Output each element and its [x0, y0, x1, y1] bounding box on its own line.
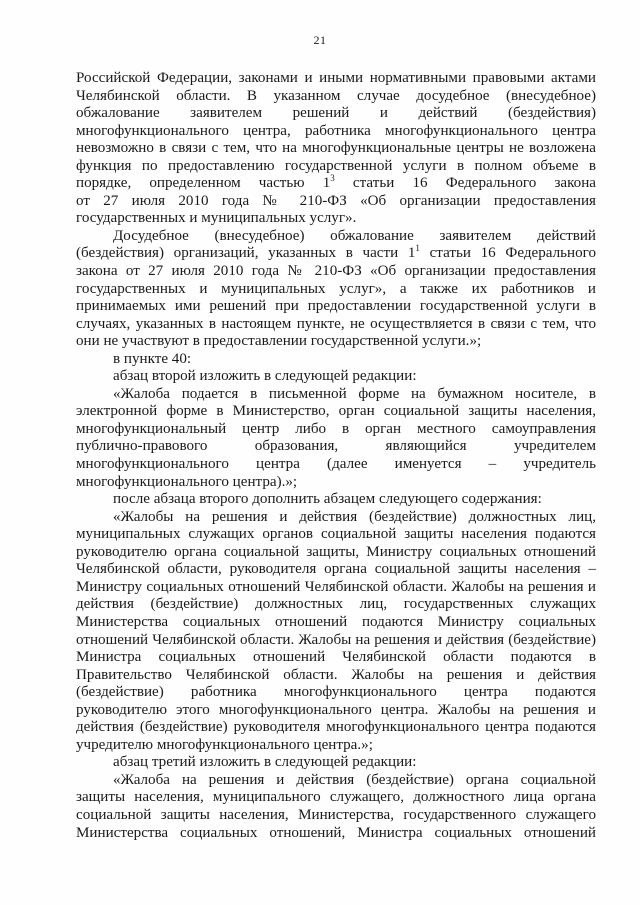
line-text: Российской Федерации, законами и иными нормативными правовыми актами — [76, 70, 596, 86]
superscript: 1 — [415, 243, 420, 254]
text-line — [76, 772, 596, 790]
line-text: функция по предоставлению государственной услуги в полном объеме в — [76, 157, 596, 174]
text-line — [76, 667, 596, 685]
text-line — [76, 386, 596, 404]
line-text: Досудебное (внесудебное) обжалование заявителем действий — [113, 227, 596, 244]
text-line — [76, 175, 596, 193]
line-text: публично-правового образования, являющийся учредителем — [76, 438, 596, 455]
text-line — [76, 316, 596, 334]
text-line — [76, 158, 596, 176]
text-line — [76, 737, 596, 755]
text-line — [76, 561, 596, 579]
text-line — [76, 70, 596, 88]
line-text: от 27 июля 2010 года № 210-ФЗ «Об организации предоставления — [76, 192, 596, 209]
text-line — [76, 123, 596, 141]
line-text: государственных и муниципальных услуг», а также их работников и — [76, 280, 596, 297]
superscript: 3 — [330, 173, 335, 184]
line-text: Министра социальных отношений Челябинской области подаются в — [76, 649, 596, 666]
line-text: руководителю этого многофункционального центра. Жалобы на решения и — [76, 701, 596, 718]
text-line — [76, 526, 596, 544]
line-text-continued: статьи 16 Федерального — [419, 245, 596, 262]
text-line — [76, 228, 596, 246]
text-line — [76, 351, 596, 369]
text-line — [76, 719, 596, 737]
line-text: закона от 27 июля 2010 года № 210-ФЗ «Об организации предоставления — [76, 263, 596, 280]
text-line — [76, 579, 596, 597]
text-line — [76, 825, 596, 843]
line-text: учредителю многофункционального центра.»; — [76, 736, 373, 753]
text-line — [76, 140, 596, 158]
text-line — [76, 754, 596, 772]
line-text: Министру социальных отношений Челябинской области. Жалобы на решения и — [76, 578, 596, 595]
line-text: государственных и муниципальных услуг». — [76, 210, 357, 227]
page-number: 21 — [313, 33, 327, 47]
line-text: невозможно в связи с тем, что на многофункциональные центры не возложена — [76, 140, 596, 157]
line-text: руководителю органа социальной защиты, Министру социальных отношений — [76, 543, 596, 560]
text-line — [76, 807, 596, 825]
line-text: принимаемых ими решений при предоставлении государственной услуги в — [76, 298, 596, 315]
text-line — [76, 614, 596, 632]
line-text: после абзаца второго дополнить абзацем следующего содержания: — [113, 491, 542, 508]
text-line — [76, 403, 596, 421]
text-line — [76, 88, 596, 106]
line-text: они не участвуют в предоставлении государственной услуги.»; — [76, 333, 482, 350]
text-line — [76, 702, 596, 720]
text-line — [76, 105, 596, 123]
text-line — [76, 298, 596, 316]
line-text: действия (бездействие) должностных лиц, государственных служащих — [76, 596, 596, 613]
line-text: социальной защиты населения, Министерства, государственного служащего — [76, 806, 596, 823]
line-text: «Жалоба подается в письменной форме на бумажном носителе, в — [113, 385, 596, 402]
line-text: Правительство Челябинской области. Жалобы на решения и действия — [76, 666, 596, 683]
line-text: Челябинской области, руководителя органа социальной защиты населения – — [76, 561, 596, 578]
line-text: многофункциональный центр либо в орган местного самоуправления — [76, 420, 596, 437]
text-line — [76, 263, 596, 281]
line-text: случаях, указанных в настоящем пункте, не осуществляется в связи с тем, что — [76, 315, 596, 332]
line-text: защиты населения, муниципального служащего, должностного лица органа — [76, 789, 596, 806]
line-text: электронной форме в Министерство, орган социальной защиты населения, — [76, 403, 596, 420]
text-line — [76, 509, 596, 527]
text-line — [76, 596, 596, 614]
line-text: многофункционального центра (далее именуется – учредитель — [76, 456, 596, 473]
text-line — [76, 210, 596, 228]
line-text: многофункционального центра).»; — [76, 473, 298, 490]
document-body — [76, 70, 596, 842]
line-text: абзац второй изложить в следующей редакции: — [113, 368, 417, 385]
text-line — [76, 193, 596, 211]
text-line — [76, 491, 596, 509]
line-text: в пункте 40: — [113, 350, 192, 367]
line-text: (бездействие) работника многофункционального центра подаются — [76, 684, 596, 701]
line-text: «Жалоба на решения и действия (бездействие) органа социальной — [113, 771, 596, 788]
line-text: порядке, определенном частью 1 — [76, 175, 331, 192]
line-text: Челябинской области. В указанном случае досудебное (внесудебное) — [76, 87, 596, 104]
line-text: действия (бездействие) руководителя многофункционального центра подаются — [76, 719, 596, 736]
text-line — [76, 438, 596, 456]
text-line — [76, 684, 596, 702]
text-line — [76, 456, 596, 474]
text-line — [76, 333, 596, 351]
line-text: обжалование заявителем решений и действий (бездействия) — [76, 105, 596, 122]
text-line — [76, 474, 596, 492]
line-text: многофункционального центра, работника многофункционального центра — [76, 122, 596, 139]
text-line — [76, 421, 596, 439]
line-text: (бездействия) организаций, указанных в части 1 — [76, 245, 416, 262]
line-text: муниципальных служащих органов социальной защиты населения подаются — [76, 526, 596, 543]
line-text-continued: статьи 16 Федерального закона — [334, 175, 596, 192]
line-text: Министерства социальных отношений подаются Министру социальных — [76, 613, 596, 630]
line-text: «Жалобы на решения и действия (бездействие) должностных лиц, — [113, 508, 596, 525]
text-line — [76, 649, 596, 667]
text-line — [76, 632, 596, 650]
text-line — [76, 281, 596, 299]
text-line — [76, 368, 596, 386]
text-line — [76, 789, 596, 807]
line-text: Министерства социальных отношений, Министра социальных отношений — [76, 824, 596, 841]
line-text: отношений Челябинской области. Жалобы на решения и действия (бездействие) — [76, 631, 596, 648]
line-text: абзац третий изложить в следующей редакции: — [113, 754, 417, 771]
text-line — [76, 544, 596, 562]
text-line — [76, 245, 596, 263]
